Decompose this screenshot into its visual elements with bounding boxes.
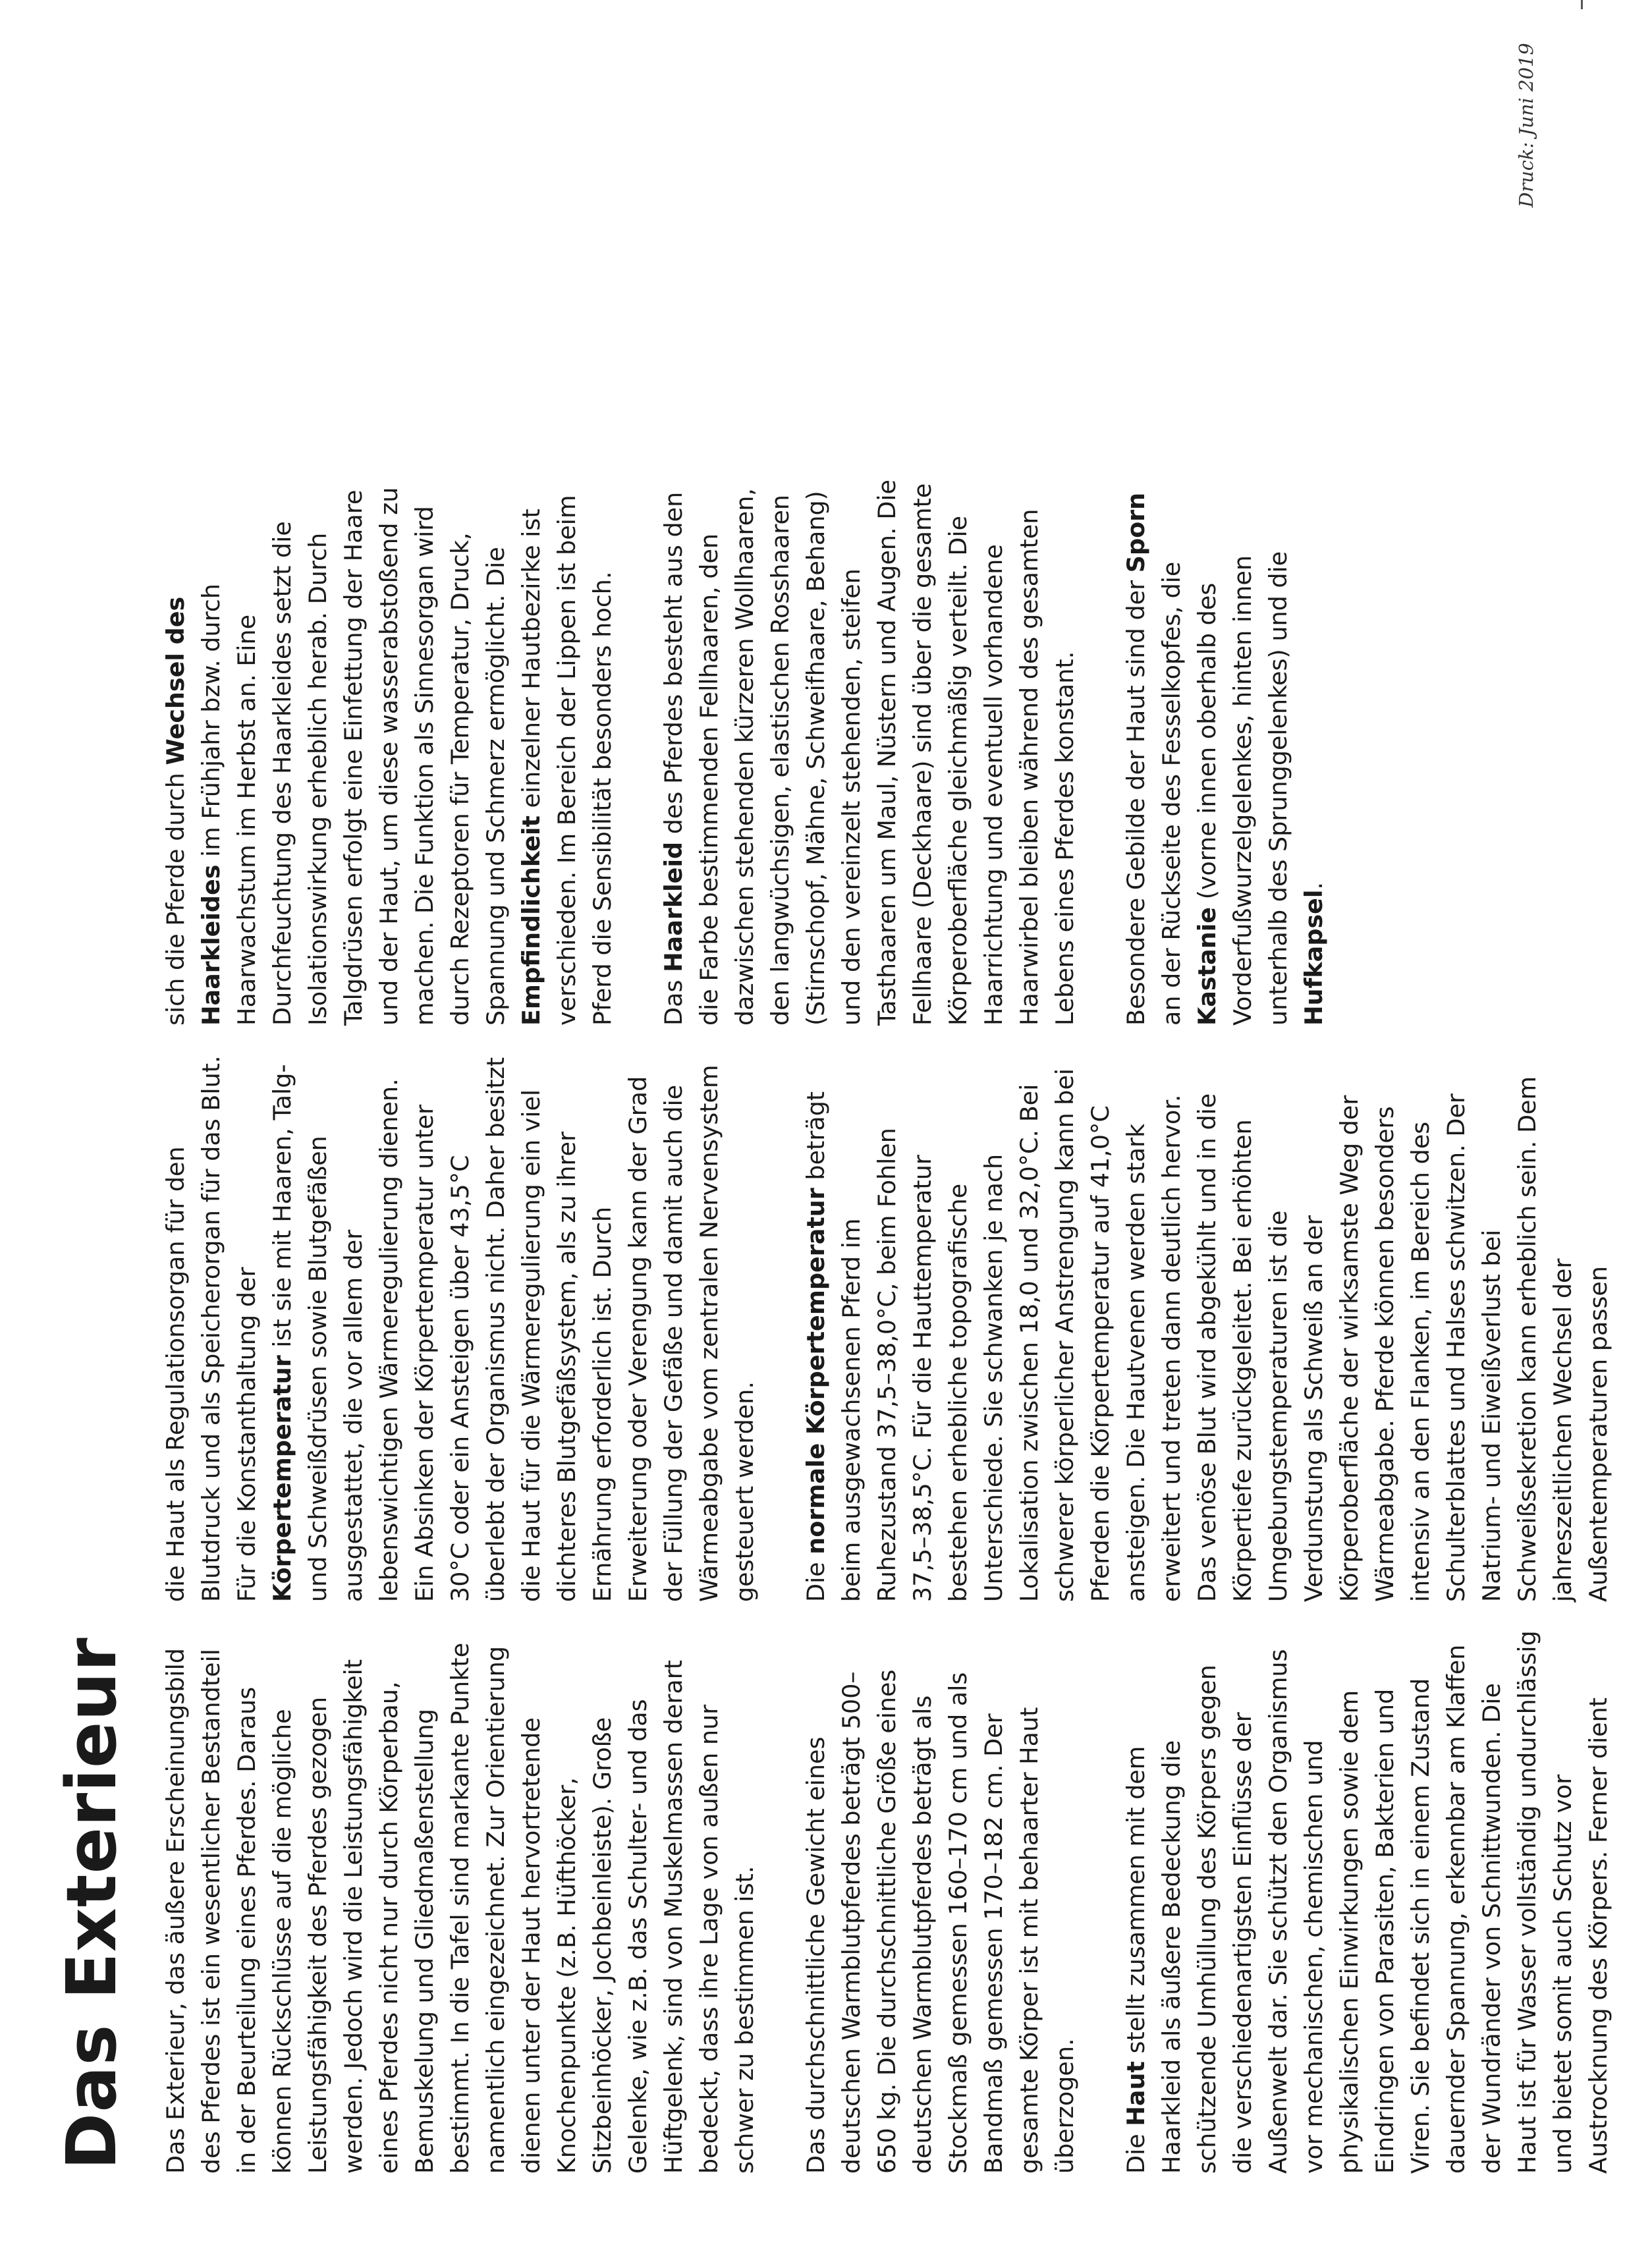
text-run: an der Rückseite des Fesselkopfes, die bbox=[1157, 561, 1186, 1026]
text-run: sich die Pferde durch bbox=[161, 765, 190, 1026]
text-column-2 bbox=[158, 1055, 1652, 1602]
text-run: stellt zusammen mit dem Haarkleid als äußere Bedeckung die schützende Umhüllung des Körpers gegen die verschiedenartigsten Einflüsse der Außenwelt dar. Sie schützt den Organismus vor mechanischen, chemischen und physikalischen Einwirkungen sowie dem Eindringen von Parasiten, Bakterien und Viren. Sie befindet sich in einem Zustand dauernder Spannung, erkennbar am Klaffen der Wundränder von Schnittwunden. Die Haut ist für Wasser vollständig undurchlässig und bietet somit auch Schutz vor Austrocknung des Körpers. Ferner dient bbox=[1122, 1630, 1612, 2174]
text-run: Die bbox=[1122, 2126, 1150, 2174]
bold-term: Körpertemperatur bbox=[268, 1355, 296, 1602]
paragraph-gewicht bbox=[798, 1627, 1083, 2174]
bold-term: Hufkapsel bbox=[1300, 889, 1328, 1026]
scan-edge-mark bbox=[1581, 0, 1583, 9]
bold-term: normale Körpertemperatur bbox=[802, 1188, 830, 1555]
paragraph-normale-temperatur bbox=[798, 1055, 1616, 1602]
paragraph-haarwechsel bbox=[158, 479, 620, 1026]
bold-term: Haarkleid bbox=[659, 841, 688, 972]
paragraph-regulation bbox=[158, 1055, 229, 1602]
bold-term: Sporn bbox=[1122, 492, 1150, 573]
bold-term: Kastanie bbox=[1193, 907, 1221, 1026]
text-run: im Frühjahr bzw. durch Haarwachstum im Herbst an. Eine Durchfeuchtung des Haarkleides setzt die Isolationswirkung erheblich herab. Durch Talgdrüsen erfolgt eine Einfettung der Haare und der Haut, um diese wasserabstoßend zu machen. Die Funktion als Sinnesorgan wird durch Rezeptoren für Temperatur, Druck, Spannung und Schmerz ermöglicht. Die bbox=[197, 487, 510, 1026]
text-run: beträgt beim ausgewachsenen Pferd im Ruhezustand 37,5–38,0°C, beim Fohlen 37,5–38,5°C. Für die Hauttemperatur bestehen erhebliche topografische Unterschiede. Sie schwanken je nach Lokalisation zwischen 18,0 und 32,0°C. Bei schwerer körperlicher Anstrengung kann bei Pferden die Körpertemperatur auf 41,0°C ansteigen. Die Hautvenen werden stark erweitert und treten dann deutlich hervor. Das venöse Blut wird abgekühlt und in die Körpertiefe zurückgeleitet. Bei erhöhten Umgebungstemperaturen ist die Verdunstung als Schweiß an der Körperoberfläche der wirksamste Weg der Wärmeabgabe. Pferde können besonders intensiv an den Flanken, im Bereich des Schulterblattes und Halses schwitzen. Der Natrium- und Eiweißverlust bei Schweißsekretion kann erheblich sein. Dem jahreszeitlichen Wechsel der Außentemperaturen passen bbox=[802, 1068, 1612, 1602]
text-run: Für die Konstanthaltung der bbox=[233, 1267, 261, 1602]
text-run: (vorne innen oberhalb des Vorderfußwurzelgelenkes, hinten innen unterhalb des Sprunggelenkes) und die bbox=[1193, 551, 1292, 1026]
page-title: Das Exterieur bbox=[51, 1637, 132, 2170]
text-run: des Pferdes besteht aus den die Farbe bestimmenden Fellhaaren, den dazwischen stehenden kürzeren Wollhaaren, den langwüchsigen, elastischen Rosshaaren (Stirnschopf, Mähne, Schweifhaare, Behang) und den vereinzelt stehenden, steifen Tasthaaren um Maul, Nüstern und Augen. Die Fellhaare (Deckhaare) sind über die gesamte Körperoberfläche gleichmäßig verteilt. Die Haarrichtung und eventuell vorhandene Haarwirbel bleiben während des gesamten Lebens eines Pferdes konstant. bbox=[659, 480, 1079, 1026]
text-column-3 bbox=[158, 479, 1367, 1026]
bold-term: Haut bbox=[1122, 2061, 1150, 2126]
text-run: ist sie mit Haaren, Talg- und Schweißdrüsen sowie Blutgefäßen ausgestattet, die vor allem der lebenswichtigen Wärmeregulierung dienen. Ein Absinken der Körpertemperatur unter 30°C oder ein Ansteigen über 43,5°C überlebt der Organismus nicht. Daher besitzt die Haut für die Wärmeregulierung ein viel dichteres Blutgefäßsystem, als zu ihrer Ernährung erforderlich ist. Durch Erweiterung oder Verengung kann der Grad der Füllung der Gefäße und damit auch die Wärmeabgabe vom zentralen Nervensystem gesteuert werden. bbox=[268, 1057, 759, 1602]
text-run: Das bbox=[659, 972, 688, 1026]
text-run: Besondere Gebilde der Haut sind der bbox=[1122, 572, 1150, 1026]
paragraph-text: Das durchschnittliche Gewicht eines deutschen Warmblutpferdes beträgt 500–650 kg. Die durchschnittliche Größe eines deutschen Warmblutpferdes beträgt als Stockmaß gemessen 160–170 cm und als Bandmaß gemessen 170–182 cm. Der gesamte Körper ist mit behaarter Haut überzogen. bbox=[802, 1669, 1079, 2174]
paragraph-exterieur bbox=[158, 1627, 763, 2174]
paragraph-gebilde bbox=[1118, 479, 1332, 1026]
bold-term: Wechsel des Haarkleides bbox=[161, 596, 225, 1026]
text-column-1 bbox=[158, 1627, 1652, 2174]
print-date-footer: Druck: Juni 2019 bbox=[1515, 43, 1537, 207]
paragraph-haarkleid bbox=[656, 479, 1083, 1026]
bold-term: Empfindlichkeit bbox=[517, 815, 545, 1026]
text-run: Die bbox=[802, 1554, 830, 1602]
text-run: . bbox=[1300, 881, 1328, 890]
paragraph-koerpertemperatur bbox=[229, 1055, 763, 1602]
paragraph-text: Das Exterieur, das äußere Erscheinungsbild des Pferdes ist ein wesentlicher Bestandteil in der Beurteilung eines Pferdes. Daraus können Rückschlüsse auf die mögliche Leistungsfähigkeit des Pferdes gezogen werden. Jedoch wird die Leistungsfähigkeit eines Pferdes nicht nur durch Körperbau, Bemuskelung und Gliedmaßenstellung bestimmt. In die Tafel sind markante Punkte namentlich eingezeichnet. Zur Orientierung dienen unter der Haut hervortretende Knochenpunkte (z.B. Hüfthöcker, Sitzbeinhöcker, Jochbeinleiste). Große Gelenke, wie z.B. das Schulter- und das Hüftgelenk, sind von Muskelmassen derart bedeckt, dass ihre Lage von außen nur schwer zu bestimmen ist. bbox=[161, 1642, 759, 2174]
text-run: die Haut als Regulationsorgan für den Blutdruck und als Speicherorgan für das Blut. bbox=[161, 1055, 225, 1602]
text-run: einzelner Hautbezirke ist verschieden. Im Bereich der Lippen ist beim Pferd die Sensibilität besonders hoch. bbox=[517, 495, 617, 1026]
paragraph-haut bbox=[1118, 1627, 1616, 2174]
